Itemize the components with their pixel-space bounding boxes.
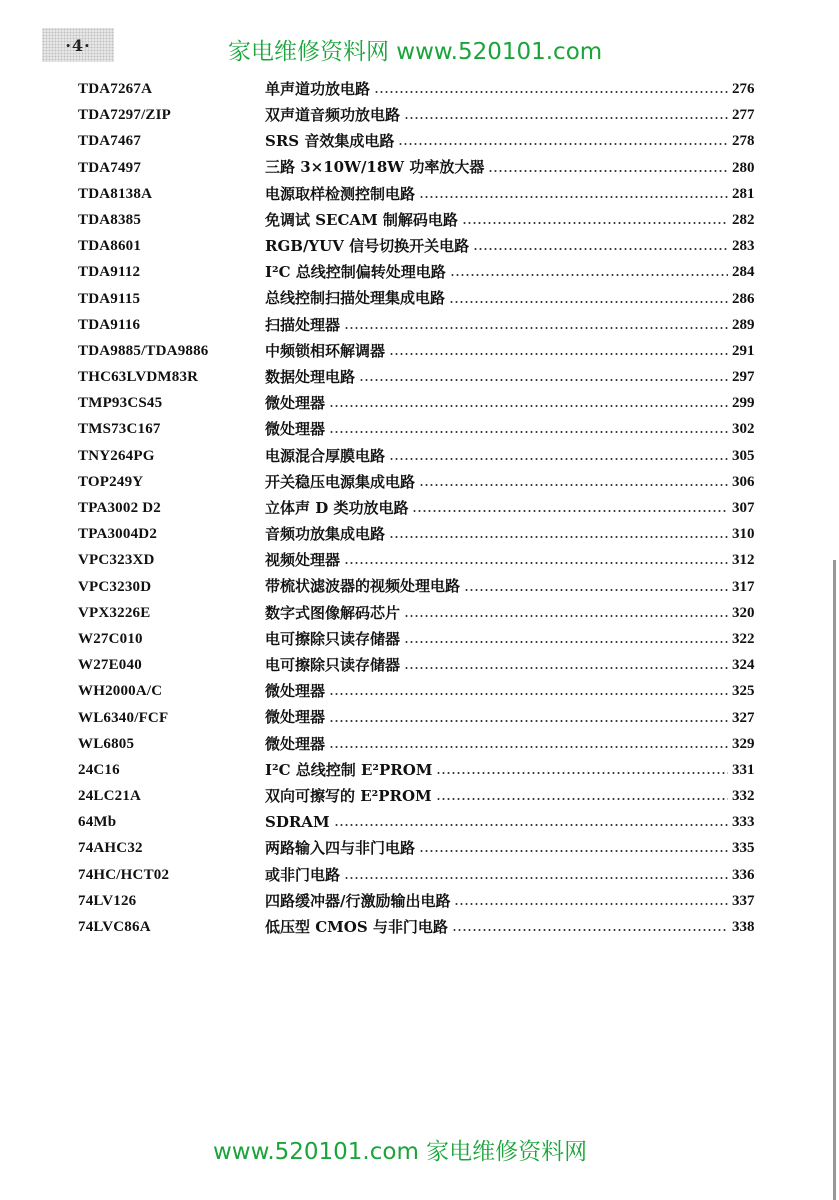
leader-dots	[344, 877, 728, 879]
entry-description: 单声道功放电路	[265, 79, 371, 98]
leader-dots	[389, 536, 728, 538]
part-number: W27C010	[78, 630, 143, 647]
entry-description: RGB/YUV 信号切换开关电路	[265, 237, 470, 256]
part-number: TDA7267A	[78, 81, 153, 97]
entry-description: SRS 音效集成电路	[265, 132, 395, 151]
leader-dots	[329, 746, 728, 748]
part-number: TDA9116	[78, 316, 141, 333]
entry-description: 四路缓冲器/行激励输出电路	[265, 891, 451, 910]
entry-description-line	[265, 312, 728, 338]
entry-description-line	[265, 835, 728, 861]
part-number: WL6340/FCF	[78, 709, 169, 726]
entry-description: 电可擦除只读存储器	[265, 656, 401, 675]
entry-description-line	[265, 338, 728, 364]
entry-page-number: 310	[732, 526, 755, 543]
header-watermark: 家电维修资料网 www.520101.com	[228, 39, 603, 65]
entry-description: I²C 总线控制偏转处理电路	[265, 263, 446, 282]
entry-description-line	[265, 181, 728, 207]
entry-description-line	[265, 626, 728, 652]
leader-dots	[389, 458, 728, 460]
part-number: THC63LVDM83R	[78, 369, 199, 386]
entry-description: 或非门电路	[265, 865, 341, 884]
toc-entry	[0, 600, 839, 626]
entry-description: 双声道音频功放电路	[265, 106, 401, 125]
entry-page-number: 291	[732, 342, 755, 359]
entry-description-line	[265, 76, 728, 102]
part-number: TMP93CS45	[78, 395, 163, 412]
entry-page-number: 281	[732, 185, 755, 202]
toc-entry	[0, 783, 839, 809]
toc-entry	[0, 809, 839, 835]
entry-page-number: 322	[732, 630, 755, 647]
part-number: TMS73C167	[78, 421, 161, 438]
part-number: VPC323XD	[78, 552, 155, 569]
entry-description-line	[265, 574, 728, 600]
entry-description-line	[265, 469, 728, 495]
entry-description-line	[265, 547, 728, 573]
entry-page-number: 327	[732, 709, 755, 726]
part-number: 74LV126	[78, 892, 137, 909]
part-number: TNY264PG	[78, 447, 155, 464]
entry-page-number: 306	[732, 473, 755, 490]
entry-page-number: 312	[732, 552, 755, 569]
entry-page-number: 302	[732, 421, 755, 438]
entry-description-line	[265, 914, 728, 940]
part-number: TDA8138A	[78, 185, 153, 202]
leader-dots	[404, 641, 728, 643]
entry-description: 视频处理器	[265, 551, 341, 570]
entry-description-line	[265, 600, 728, 626]
leader-dots	[374, 91, 728, 93]
table-of-contents	[0, 76, 839, 940]
scan-edge-artifact	[829, 560, 839, 1200]
leader-dots	[454, 903, 728, 905]
entry-description-line	[265, 233, 728, 259]
entry-description: I²C 总线控制 E²PROM	[265, 760, 433, 779]
entry-page-number: 329	[732, 735, 755, 752]
leader-dots	[488, 170, 728, 172]
leader-dots	[464, 589, 728, 591]
leader-dots	[419, 850, 728, 852]
entry-description: SDRAM	[265, 813, 330, 832]
entry-description: 数字式图像解码芯片	[265, 603, 401, 622]
entry-description: 扫描处理器	[265, 315, 341, 334]
leader-dots	[404, 117, 728, 119]
entry-description: 立体声 D 类功放电路	[265, 498, 409, 517]
entry-description: 免调试 SECAM 制解码电路	[265, 210, 458, 229]
entry-description-line	[265, 443, 728, 469]
entry-page-number: 305	[732, 447, 755, 464]
entry-description-line	[265, 416, 728, 442]
entry-description: 数据处理电路	[265, 367, 356, 386]
part-number: 24C16	[78, 761, 120, 778]
entry-description: 音频功放集成电路	[265, 525, 386, 544]
toc-entry	[0, 521, 839, 547]
entry-description: 带梳状滤波器的视频处理电路	[265, 577, 461, 596]
entry-description-line	[265, 862, 728, 888]
part-number: 74LVC86A	[78, 919, 151, 935]
part-number: TDA9112	[78, 264, 141, 281]
part-number: W27E040	[78, 657, 142, 674]
entry-page-number: 324	[732, 657, 755, 674]
toc-entry	[0, 259, 839, 285]
entry-page-number: 289	[732, 316, 755, 333]
entry-description: 中频锁相环解调器	[265, 341, 386, 360]
part-number: TDA7467	[78, 133, 142, 150]
leader-dots	[329, 693, 728, 695]
entry-description-line	[265, 888, 728, 914]
leader-dots	[449, 301, 728, 303]
part-number: 64Mb	[78, 814, 117, 831]
entry-page-number: 317	[732, 578, 755, 595]
leader-dots	[412, 510, 728, 512]
leader-dots	[389, 353, 728, 355]
entry-page-number: 297	[732, 369, 755, 386]
entry-description: 低压型 CMOS 与非门电路	[265, 917, 448, 936]
entry-page-number: 286	[732, 290, 755, 307]
leader-dots	[398, 143, 728, 145]
entry-page-number: 335	[732, 840, 755, 857]
entry-description-line	[265, 678, 728, 704]
entry-description-line	[265, 155, 728, 181]
entry-description: 电源取样检测控制电路	[265, 184, 416, 203]
entry-page-number: 320	[732, 604, 755, 621]
toc-entry	[0, 233, 839, 259]
toc-entry	[0, 443, 839, 469]
toc-entry	[0, 835, 839, 861]
toc-entry	[0, 731, 839, 757]
entry-description-line	[265, 495, 728, 521]
entry-page-number: 336	[732, 866, 755, 883]
entry-page-number: 283	[732, 238, 755, 255]
footer-watermark: www.520101.com 家电维修资料网	[213, 1139, 588, 1165]
part-number: 74AHC32	[78, 840, 143, 857]
leader-dots	[404, 667, 728, 669]
entry-description-line	[265, 286, 728, 312]
entry-description-line	[265, 757, 728, 783]
toc-entry	[0, 469, 839, 495]
part-number: VPX3226E	[78, 604, 151, 621]
leader-dots	[404, 615, 728, 617]
toc-entry	[0, 416, 839, 442]
toc-entry	[0, 286, 839, 312]
leader-dots	[419, 484, 728, 486]
toc-entry	[0, 888, 839, 914]
entry-description: 微处理器	[265, 420, 326, 439]
entry-description-line	[265, 259, 728, 285]
part-number: 74HC/HCT02	[78, 866, 170, 883]
part-number: TDA8385	[78, 211, 142, 228]
toc-entry	[0, 364, 839, 390]
entry-description: 三路 3×10W/18W 功率放大器	[265, 158, 485, 177]
entry-description-line	[265, 705, 728, 731]
part-number: WL6805	[78, 735, 135, 752]
leader-dots	[329, 720, 728, 722]
part-number: TDA8601	[78, 238, 142, 255]
entry-description-line	[265, 364, 728, 390]
entry-description: 总线控制扫描处理集成电路	[265, 289, 446, 308]
entry-description-line	[265, 128, 728, 154]
entry-description: 双向可擦写的 E²PROM	[265, 786, 432, 805]
entry-description-line	[265, 783, 728, 809]
toc-entry	[0, 390, 839, 416]
entry-description: 电源混合厚膜电路	[265, 446, 386, 465]
part-number: TPA3004D2	[78, 526, 158, 543]
toc-entry	[0, 312, 839, 338]
part-number: TDA9885/TDA9886	[78, 342, 209, 359]
leader-dots	[344, 562, 728, 564]
page-number: ·4·	[42, 28, 114, 62]
part-number: TDA9115	[78, 290, 141, 307]
entry-description: 微处理器	[265, 394, 326, 413]
leader-dots	[436, 772, 728, 774]
entry-page-number: 280	[732, 159, 755, 176]
entry-description-line	[265, 652, 728, 678]
leader-dots	[329, 431, 728, 433]
entry-description: 开关稳压电源集成电路	[265, 472, 416, 491]
leader-dots	[450, 274, 728, 276]
toc-entry	[0, 626, 839, 652]
leader-dots	[436, 798, 728, 800]
entry-page-number: 337	[732, 892, 755, 909]
entry-description: 微处理器	[265, 708, 326, 727]
toc-entry	[0, 757, 839, 783]
part-number: TOP249Y	[78, 473, 144, 490]
toc-entry	[0, 338, 839, 364]
toc-entry	[0, 76, 839, 102]
part-number: VPC3230D	[78, 578, 152, 595]
leader-dots	[462, 222, 728, 224]
entry-page-number: 325	[732, 683, 755, 700]
toc-entry	[0, 128, 839, 154]
entry-description-line	[265, 521, 728, 547]
entry-description: 电可擦除只读存储器	[265, 629, 401, 648]
part-number: TDA7497	[78, 159, 142, 176]
entry-page-number: 276	[732, 81, 755, 97]
part-number: TDA7297/ZIP	[78, 107, 172, 124]
entry-page-number: 278	[732, 133, 755, 150]
toc-entry	[0, 862, 839, 888]
entry-description: 微处理器	[265, 682, 326, 701]
toc-entry	[0, 181, 839, 207]
part-number: TPA3002 D2	[78, 500, 161, 516]
part-number: WH2000A/C	[78, 683, 163, 700]
toc-entry	[0, 207, 839, 233]
toc-entry	[0, 652, 839, 678]
entry-description-line	[265, 207, 728, 233]
entry-description-line	[265, 809, 728, 835]
part-number: 24LC21A	[78, 788, 142, 805]
entry-page-number: 307	[732, 500, 755, 516]
leader-dots	[329, 405, 728, 407]
entry-page-number: 333	[732, 814, 755, 831]
toc-entry	[0, 574, 839, 600]
entry-page-number: 299	[732, 395, 755, 412]
entry-description-line	[265, 731, 728, 757]
toc-entry	[0, 155, 839, 181]
toc-entry	[0, 914, 839, 940]
entry-description: 两路输入四与非门电路	[265, 839, 416, 858]
leader-dots	[334, 824, 728, 826]
toc-entry	[0, 102, 839, 128]
entry-page-number: 332	[732, 788, 755, 805]
leader-dots	[344, 327, 728, 329]
entry-page-number: 338	[732, 919, 755, 935]
leader-dots	[473, 248, 728, 250]
entry-page-number: 277	[732, 107, 755, 124]
entry-page-number: 331	[732, 761, 755, 778]
entry-page-number: 284	[732, 264, 755, 281]
toc-entry	[0, 678, 839, 704]
toc-entry	[0, 705, 839, 731]
leader-dots	[359, 379, 728, 381]
toc-entry	[0, 547, 839, 573]
leader-dots	[419, 196, 728, 198]
toc-entry	[0, 495, 839, 521]
entry-description-line	[265, 102, 728, 128]
entry-description: 微处理器	[265, 734, 326, 753]
entry-description-line	[265, 390, 728, 416]
leader-dots	[452, 929, 728, 931]
entry-page-number: 282	[732, 211, 755, 228]
